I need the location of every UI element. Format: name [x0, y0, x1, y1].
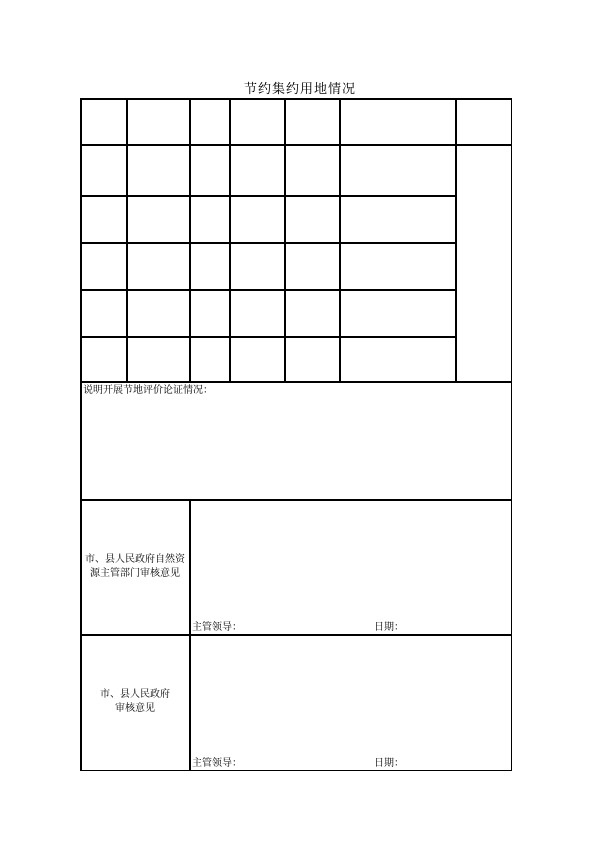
section-divider: [80, 634, 512, 636]
table-column-divider: [229, 98, 231, 382]
border-right: [511, 98, 513, 771]
border-left: [80, 98, 82, 771]
natural-resources-review-label: [80, 553, 190, 581]
government-date-label: 日期：: [374, 758, 404, 769]
evaluation-label: 说明开展节地评价论证情况：: [83, 385, 213, 396]
table-column-divider: [455, 98, 457, 382]
natural-resources-date-label: 日期：: [374, 622, 404, 633]
table-row-divider: [80, 336, 456, 338]
table-column-divider: [339, 98, 341, 382]
land-use-form: [80, 98, 512, 771]
natural-resources-leader-label: 主管领导：: [192, 622, 242, 633]
table-row-divider: [80, 144, 512, 146]
government-leader-label: 主管领导：: [192, 758, 242, 769]
government-review-label: [80, 688, 190, 716]
table-column-divider: [189, 98, 191, 382]
table-column-divider: [284, 98, 286, 382]
natural-resources-review-label-line1: 市、县人民政府自然资: [85, 554, 185, 565]
table-row-divider: [80, 242, 456, 244]
section-divider: [80, 381, 512, 383]
section-divider: [80, 499, 512, 501]
table-row-divider: [80, 289, 456, 291]
government-review-label-line1: 市、县人民政府: [100, 689, 170, 700]
border-bottom: [80, 770, 512, 772]
table-column-divider: [126, 98, 128, 382]
page-title: 节约集约用地情况: [243, 82, 356, 97]
natural-resources-review-label-line2: 源主管部门审核意见: [90, 568, 180, 579]
table-row-divider: [80, 195, 456, 197]
border-top: [80, 98, 512, 100]
government-review-label-line2: 审核意见: [115, 703, 155, 714]
